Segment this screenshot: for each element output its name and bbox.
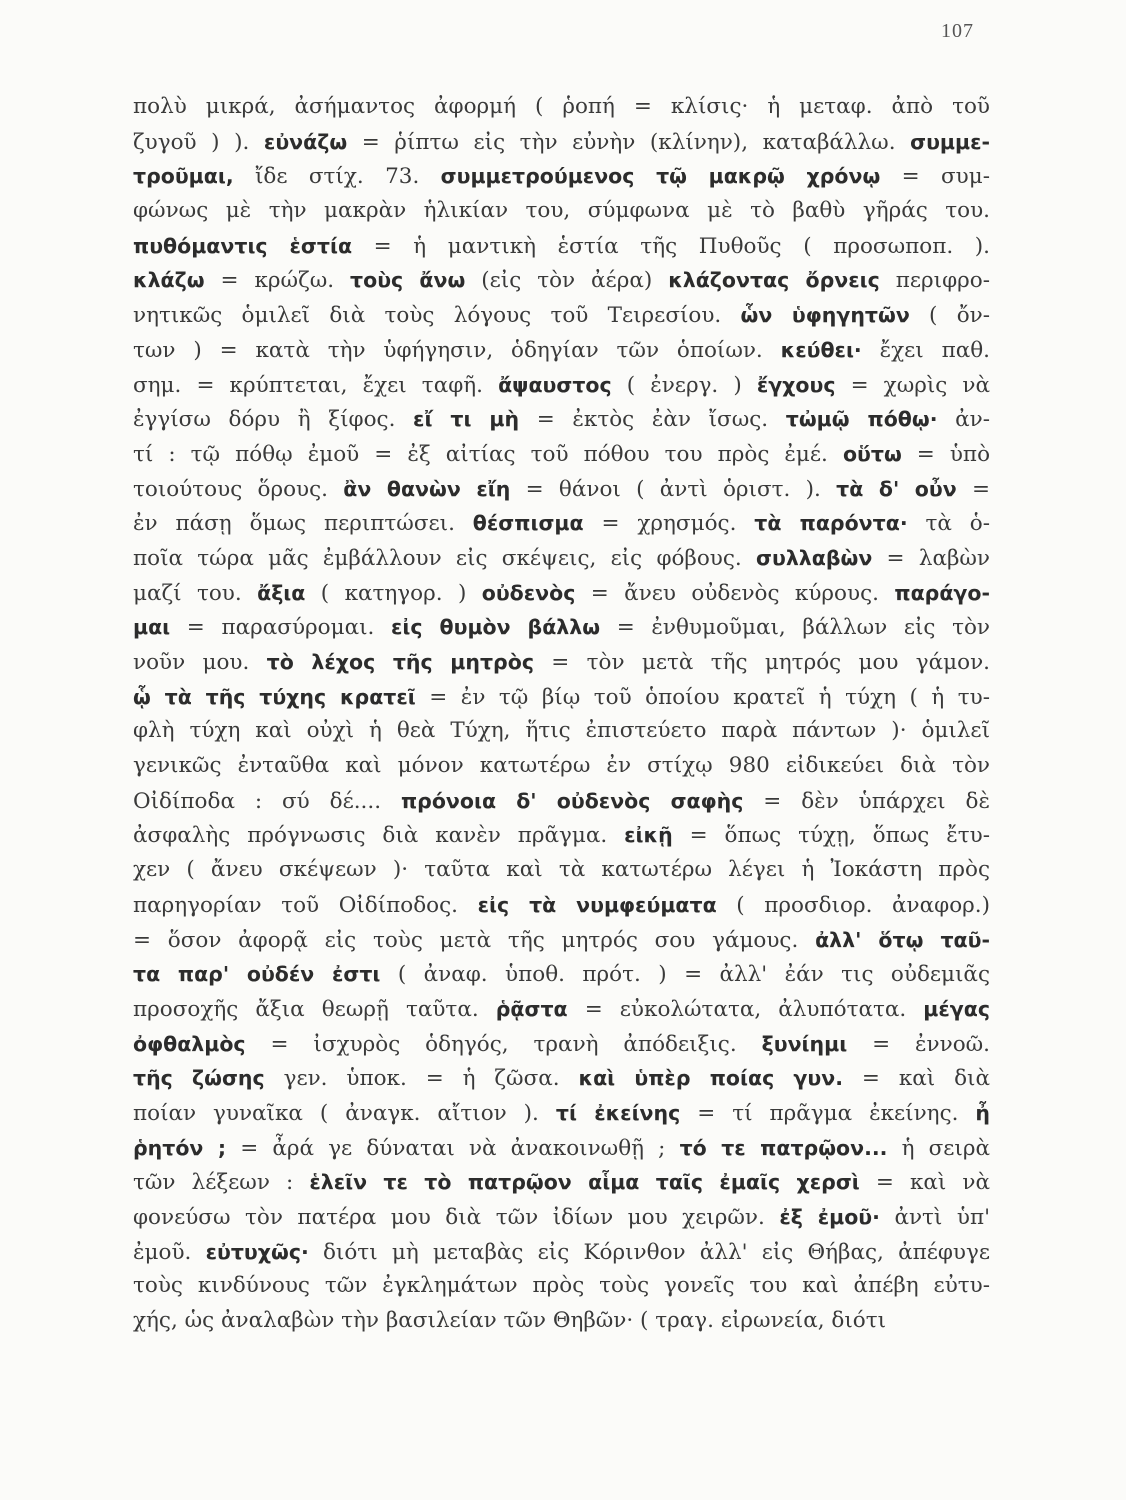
bold-lemma: ὀφθαλμὸς xyxy=(133,1031,246,1056)
bold-lemma: ἦ xyxy=(975,1100,991,1125)
text-line xyxy=(133,1131,990,1166)
gloss-text: = θάνοι ( ἀντὶ ὁριστ. ). xyxy=(510,476,837,502)
gloss-text: = τὸν μετὰ τῆς μητρός μου γάμον. xyxy=(533,650,991,675)
gloss-text: = ἐκτὸς ἐὰν ἴσως. xyxy=(519,407,786,433)
text-line xyxy=(133,333,990,368)
text-line xyxy=(133,1027,990,1062)
text-line xyxy=(133,853,990,888)
text-line xyxy=(133,957,990,992)
gloss-text: διότι μὴ μεταβὰς εἰς Κόρινθον ἀλλ' εἰς Θήβας, ἀπέφυγε xyxy=(308,1239,990,1265)
gloss-text: τοὺς κινδύνους τῶν ἐγκλημάτων πρὸς τοὺς γονεῖς του καὶ ἀπέβη εὐτυ- xyxy=(133,1273,990,1299)
gloss-text: περιφρο- xyxy=(879,268,990,294)
bold-lemma: πυθόμαντις ἑστία xyxy=(133,233,353,258)
gloss-text: ( ἀναφ. ὑποθ. πρότ. ) = ἀλλ' ἐάν τις οὐδεμιᾶς xyxy=(380,962,990,988)
bold-lemma: ἀλλ' ὅτῳ ταῦ- xyxy=(815,927,990,952)
text-line xyxy=(133,402,990,437)
bold-lemma: εἰς θυμὸν βάλλω xyxy=(391,615,601,640)
gloss-text: τῶν λέξεων : xyxy=(133,1170,310,1196)
bold-lemma: εἴ τι μὴ xyxy=(413,407,520,432)
gloss-text: Οἰδίποδα : σύ δέ.... xyxy=(133,788,401,814)
text-line xyxy=(133,1304,990,1339)
bold-lemma: εὐνάζω xyxy=(263,129,348,154)
bold-lemma: ῥητόν ; xyxy=(133,1135,227,1160)
gloss-text: τί : τῷ πόθῳ ἐμοῦ = ἐξ αἰτίας τοῦ πόθου του πρὸς ἐμέ. xyxy=(133,441,843,467)
gloss-text: φονεύσω τὸν πατέρα μου διὰ τῶν ἰδίων μου χειρῶν. xyxy=(133,1205,780,1230)
text-line xyxy=(133,1200,990,1235)
bold-lemma: εἰκῇ xyxy=(624,823,673,848)
gloss-text: χεν ( ἄνευ σκέψεων )· ταῦτα καὶ τὰ κατωτέρω λέγει ἡ Ἰοκάστη πρὸς xyxy=(133,857,990,883)
text-line xyxy=(133,576,990,611)
gloss-text: = τί πρᾶγμα ἐκείνης. xyxy=(680,1100,976,1126)
text-line xyxy=(133,368,990,403)
gloss-text: ( κατηγορ. ) xyxy=(305,580,482,606)
text-line xyxy=(133,90,990,125)
gloss-text: ἐμοῦ. xyxy=(133,1239,206,1265)
bold-lemma: ἂν θανὼν εἴη xyxy=(343,476,511,501)
bold-lemma: οὐδενὸς xyxy=(481,580,576,605)
text-line xyxy=(133,749,990,784)
gloss-text: = ἐνθυμοῦμαι, βάλλων εἰς τὸν xyxy=(600,615,991,641)
gloss-text: ποῖα τώρα μᾶς ἐμβάλλουν εἰς σκέψεις, εἰς φόβους. xyxy=(133,545,757,571)
gloss-text: = καὶ διὰ xyxy=(843,1066,990,1092)
gloss-text: ( προσδιορ. ἀναφορ.) xyxy=(716,892,990,918)
text-line xyxy=(133,680,990,715)
gloss-text: = ῥίπτω εἰς τὴν εὐνὴν (κλίνην), καταβάλλω. xyxy=(347,129,911,155)
text-line xyxy=(133,472,990,507)
text-line xyxy=(133,1096,990,1131)
gloss-text: = χρησμός. xyxy=(583,511,755,537)
text-line xyxy=(133,194,990,229)
gloss-text: = παρασύρομαι. xyxy=(170,615,392,641)
gloss-text: = δὲν ὑπάρχει δὲ xyxy=(743,788,990,814)
bold-lemma: συμμετρούμενος τῷ μακρῷ χρόνῳ xyxy=(440,164,881,189)
bold-lemma: κλάζω xyxy=(133,268,205,293)
bold-lemma: κλάζοντας ὄρνεις xyxy=(668,268,880,293)
gloss-text: = ὅσον ἀφορᾷ εἰς τοὺς μετὰ τῆς μητρός σου γάμους. xyxy=(133,927,816,953)
bold-lemma: ἐξ ἐμοῦ· xyxy=(779,1205,880,1229)
gloss-text: γεν. ὑποκ. = ἡ ζῶσα. xyxy=(264,1066,579,1092)
gloss-text: = κρώζω. xyxy=(204,268,351,294)
gloss-text: = ὑπὸ xyxy=(901,441,991,467)
gloss-text: = ἡ μαντικὴ ἑστία τῆς Πυθοῦς ( προσωποπ. ). xyxy=(352,233,991,259)
bold-lemma: τὸ λέχος τῆς μητρὸς xyxy=(266,650,534,674)
gloss-text: ἀσφαλὴς πρόγνωσις διὰ κανὲν πρᾶγμα. xyxy=(133,823,625,849)
text-line xyxy=(133,541,990,576)
gloss-text: τοιούτους ὅρους. xyxy=(133,476,344,502)
gloss-text: = xyxy=(956,476,990,502)
bold-lemma: συμμε- xyxy=(910,129,991,154)
gloss-text: παρηγορίαν τοῦ Οἰδίποδος. xyxy=(133,892,478,918)
gloss-text: πολὺ μικρά, ἀσήμαντος ἀφορμή ( ῥοπή = κλίσις· ἡ μεταφ. ἀπὸ τοῦ xyxy=(133,94,990,119)
gloss-text: σημ. = κρύπτεται, ἔχει ταφῆ. xyxy=(133,372,499,398)
gloss-text: = ἐννοῶ. xyxy=(847,1031,991,1057)
text-line xyxy=(133,714,990,749)
gloss-text: νοῦν μου. xyxy=(133,650,267,675)
gloss-text: νητικῶς ὁμιλεῖ διὰ τοὺς λόγους τοῦ Τειρεσίου. xyxy=(133,303,741,329)
gloss-text: ποίαν γυναῖκα ( ἀναγκ. αἴτιον ). xyxy=(133,1100,556,1126)
text-line xyxy=(133,610,990,645)
gloss-text: ἐγγίσω δόρυ ἢ ξίφος. xyxy=(133,407,414,433)
bold-lemma: μαι xyxy=(133,615,171,640)
text-line xyxy=(133,1061,990,1096)
bold-lemma: ἔγχους xyxy=(756,372,836,397)
bold-lemma: καὶ ὑπὲρ ποίας γυν. xyxy=(578,1066,843,1091)
bold-lemma: εἰς τὰ νυμφεύματα xyxy=(477,892,717,917)
body-text xyxy=(133,90,990,1339)
gloss-text: ( ὄν- xyxy=(909,303,990,329)
gloss-text: ἀν- xyxy=(937,407,990,433)
bold-lemma: τὰ παρόντα· xyxy=(754,511,908,536)
gloss-text: = ἄνευ οὐδενὸς κύρους. xyxy=(575,580,895,606)
gloss-text: = καὶ νὰ xyxy=(859,1170,990,1196)
bold-lemma: οὕτω xyxy=(842,441,902,466)
gloss-text: = ἆρά γε δύναται νὰ ἀνακοινωθῇ ; xyxy=(226,1135,680,1161)
text-line xyxy=(133,125,990,160)
bold-lemma: θέσπισμα xyxy=(472,511,584,536)
gloss-text: φλὴ τύχη καὶ οὐχὶ ἡ θεὰ Τύχη, ἥτις ἐπιστεύετο παρὰ πάντων )· ὁμιλεῖ xyxy=(133,718,990,744)
bold-lemma: ᾧ τὰ τῆς τύχης κρατεῖ xyxy=(133,684,416,709)
bold-lemma: παράγο- xyxy=(894,580,990,605)
bold-lemma: τὰ δ' οὖν xyxy=(836,476,957,501)
gloss-text: ζυγοῦ ) ). xyxy=(133,129,264,155)
text-line xyxy=(133,506,990,541)
gloss-text: = συμ- xyxy=(880,164,990,190)
bold-lemma: τοὺς ἄνω xyxy=(350,268,466,293)
bold-lemma: κεύθει· xyxy=(780,337,862,362)
text-line xyxy=(133,784,990,819)
gloss-text: ( ἐνεργ. ) xyxy=(611,372,757,398)
gloss-text: φώνως μὲ τὴν μακρὰν ἡλικίαν του, σύμφωνα μὲ τὸ βαθὺ γῆράς του. xyxy=(133,198,990,224)
bold-lemma: ἄξια xyxy=(257,580,306,605)
bold-lemma: ῥᾷστα xyxy=(495,996,568,1021)
gloss-text: ἡ σειρὰ xyxy=(887,1135,991,1161)
text-line xyxy=(133,1165,990,1200)
bold-lemma: τροῦμαι, xyxy=(133,164,234,189)
bold-lemma: τα παρ' οὐδέν ἐστι xyxy=(133,962,381,987)
text-line xyxy=(133,229,990,264)
gloss-text: ἐν πάσῃ ὅμως περιπτώσει. xyxy=(133,511,473,537)
text-line xyxy=(133,1269,990,1304)
bold-lemma: τό τε πατρῷον... xyxy=(679,1135,888,1160)
gloss-text: προσοχῆς ἄξια θεωρῇ ταῦτα. xyxy=(133,996,496,1022)
bold-lemma: τῆς ζώσης xyxy=(133,1066,265,1091)
gloss-text: = εὐκολώτατα, ἀλυπότατα. xyxy=(567,996,924,1022)
gloss-text: (εἰς τὸν ἀέρα) xyxy=(465,268,669,294)
gloss-text: των ) = κατὰ τὴν ὑφήγησιν, ὁδηγίαν τῶν ὁποίων. xyxy=(133,337,781,363)
text-line xyxy=(133,645,990,680)
bold-lemma: εὐτυχῶς· xyxy=(205,1239,309,1264)
text-line xyxy=(133,818,990,853)
gloss-text: = ἐν τῷ βίῳ τοῦ ὁποίου κρατεῖ ἡ τύχη ( ἡ τυ- xyxy=(415,684,990,710)
gloss-text: ἀντὶ ὑπ' xyxy=(879,1205,990,1230)
text-line xyxy=(133,437,990,472)
bold-lemma: τί ἐκείνης xyxy=(555,1100,681,1125)
text-line xyxy=(133,992,990,1027)
text-line xyxy=(133,888,990,923)
bold-lemma: ἑλεῖν τε τὸ πατρῷον αἷμα ταῖς ἐμαῖς χερσὶ xyxy=(309,1170,860,1195)
text-line xyxy=(133,298,990,333)
bold-lemma: ξυνίημι xyxy=(761,1031,848,1056)
text-line xyxy=(133,1235,990,1270)
page-number: 107 xyxy=(941,20,974,42)
gloss-text: μαζί του. xyxy=(133,580,258,606)
bold-lemma: μέγας xyxy=(923,996,990,1021)
bold-lemma: ἄψαυστος xyxy=(498,372,612,397)
text-line xyxy=(133,923,990,958)
text-line xyxy=(133,263,990,298)
gloss-text: χής, ὡς ἀναλαβὼν τὴν βασιλείαν τῶν Θηβῶν· ( τραγ. εἰρωνεία, διότι xyxy=(133,1308,887,1334)
gloss-text: = ἰσχυρὸς ὁδηγός, τρανὴ ἀπόδειξις. xyxy=(245,1031,762,1057)
gloss-text: = ὅπως τύχῃ, ὅπως ἔτυ- xyxy=(672,823,990,849)
bold-lemma: τὠμῷ πόθῳ· xyxy=(785,407,938,432)
gloss-text: = λαβὼν xyxy=(872,545,990,571)
gloss-text: τὰ ὁ- xyxy=(907,511,990,537)
bold-lemma: ὧν ὑφηγητῶν xyxy=(740,303,910,328)
bold-lemma: συλλαβὼν xyxy=(756,545,873,570)
text-line xyxy=(133,159,990,194)
gloss-text: = χωρὶς νὰ xyxy=(835,372,991,398)
gloss-text: ἴδε στίχ. 73. xyxy=(233,164,441,190)
gloss-text: γενικῶς ἐνταῦθα καὶ μόνον κατωτέρω ἐν στίχῳ 980 εἰδικεύει διὰ τὸν xyxy=(133,753,990,779)
bold-lemma: πρόνοια δ' οὐδενὸς σαφὴς xyxy=(400,788,744,813)
gloss-text: ἔχει παθ. xyxy=(861,337,990,363)
